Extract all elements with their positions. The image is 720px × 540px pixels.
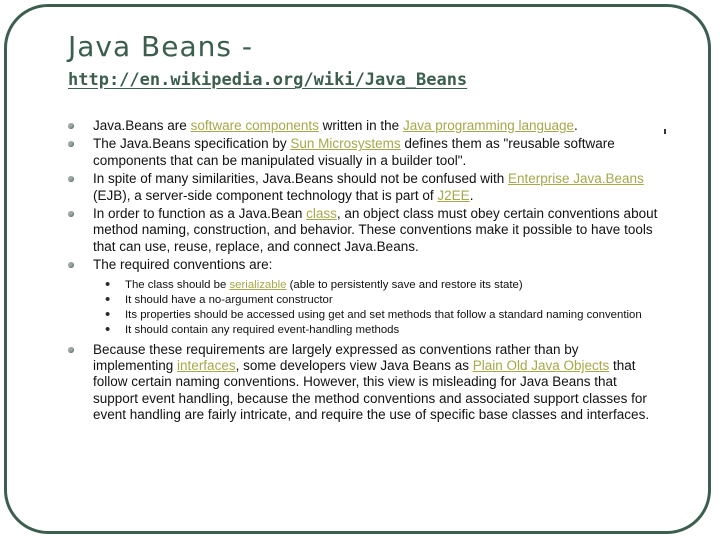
sub-bullet-dot-icon: •	[105, 275, 111, 293]
bullet-item	[66, 118, 658, 134]
sub-bullet-item	[105, 305, 658, 323]
bullet-dot-icon	[68, 211, 74, 217]
bullet-text	[93, 257, 658, 273]
inline-link[interactable]: Sun Microsystems	[290, 136, 401, 152]
bullet-text	[93, 342, 658, 424]
bullet-text	[93, 206, 658, 255]
sub-bullet-dot-icon: •	[105, 320, 111, 338]
sub-bullet-list	[93, 275, 658, 338]
bullet-item	[66, 171, 658, 204]
text-run: The required conventions are:	[93, 257, 273, 273]
text-run: written in the	[318, 118, 403, 133]
slide-title: Java Beans -	[68, 30, 253, 63]
inline-link[interactable]: Plain Old Java Objects	[472, 358, 610, 374]
bullet-item	[66, 136, 658, 169]
text-run: .	[574, 118, 578, 133]
text-run: It should contain any required event-handling methods	[125, 323, 400, 336]
sub-bullet-item	[105, 290, 658, 308]
text-run: In spite of many similarities, Java.Beans should not be confused with	[93, 171, 508, 187]
bullet-dot-icon	[68, 123, 74, 129]
text-run: Because these requirements are largely expressed as conventions rather than by implementing	[93, 341, 579, 374]
text-run: that follow certain naming conventions. However, this view is misleading for Java Beans that support event handling, because the method conventions and associated support classes for event handling are fairly intricate, and require the use of specific base classes and interfaces.	[93, 358, 650, 423]
sub-bullet-item	[105, 275, 658, 293]
text-run: Java.Beans are	[93, 118, 191, 133]
bullet-text	[93, 136, 658, 169]
inline-link[interactable]: J2EE	[437, 187, 470, 203]
bullet-item	[66, 342, 658, 424]
bullet-dot-icon	[68, 347, 74, 353]
inline-link[interactable]: serializable	[229, 278, 287, 291]
inline-link[interactable]: software components	[190, 118, 319, 133]
inline-link[interactable]: class	[306, 206, 337, 222]
stray-mark	[664, 129, 666, 134]
text-run: In order to function as a Java.Bean	[93, 206, 307, 222]
text-run: Its properties should be accessed using get and set methods that follow a standard naming convention	[125, 308, 642, 321]
bullet-text	[93, 171, 658, 204]
text-run: .	[469, 187, 474, 203]
sub-bullet-dot-icon: •	[105, 290, 111, 308]
bullet-item	[66, 206, 658, 255]
text-run: (EJB), a server-side component technology that is part of	[93, 187, 438, 203]
sub-bullet-dot-icon: •	[105, 305, 111, 323]
inline-link[interactable]: Java programming language	[402, 118, 575, 133]
bullet-dot-icon	[68, 176, 74, 182]
bullet-text	[93, 118, 658, 134]
text-run: , an object class must obey certain conventions about method naming, construction, and behavior. These conventions make it possible to have tools that can use, reuse, replace, and connect Java.Beans.	[93, 206, 658, 254]
inline-link[interactable]: interfaces	[177, 358, 236, 374]
text-run: (able to persistently save and restore its state)	[286, 278, 523, 291]
wikipedia-link[interactable]: http://en.wikipedia.org/wiki/Java_Beans	[68, 70, 468, 90]
text-run: It should have a no-argument constructor	[125, 293, 333, 306]
bullet-dot-icon	[68, 262, 74, 268]
bullet-item	[66, 257, 658, 337]
sub-bullet-item	[105, 320, 658, 338]
text-run: The class should be	[125, 278, 230, 291]
text-run: The Java.Beans specification by	[93, 136, 291, 152]
inline-link[interactable]: Enterprise Java.Beans	[507, 171, 644, 187]
bullet-list	[66, 118, 658, 426]
text-run: defines them as "reusable software components that can be manipulated visually in a builder tool".	[93, 136, 615, 168]
text-run: , some developers view Java Beans as	[235, 358, 473, 374]
bullet-dot-icon	[68, 141, 74, 147]
